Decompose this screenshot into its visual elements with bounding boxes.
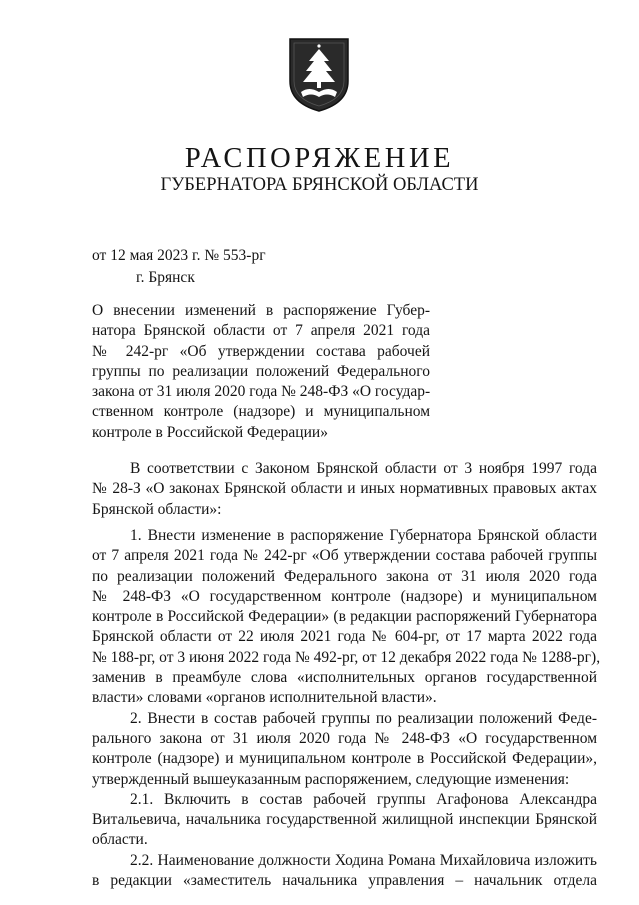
document-subject (92, 301, 430, 443)
item-2-1-line: области. (92, 831, 148, 849)
item-2-2-line: 2.2. Наименование должности Ходина Романа Михайловича изложить (130, 851, 597, 869)
item-2-line: утвержденный вышеуказанным распоряжением, следующие изменения: (92, 770, 570, 788)
item-2-line: 2. Внести в состав рабочей группы по реализации положений Феде- (130, 709, 597, 727)
document-title: РАСПОРЯЖЕНИЕ (184, 143, 455, 174)
item-1-line: Брянской области от 22 июля 2021 года № 604-рг, от 17 марта 2022 года (92, 628, 597, 646)
item-2-1-line: 2.1. Включить в состав рабочей группы Агафонова Александра (130, 790, 597, 808)
item-1-line: контроле в Российской Федерации» (в редакции распоряжений Губернатора (92, 608, 597, 626)
document-subtitle: ГУБЕРНАТОРА БРЯНСКОЙ ОБЛАСТИ (160, 175, 479, 195)
subject-line: контроле в Российской Федерации» (92, 423, 328, 441)
body-line: В соответствии с Законом Брянской области от 3 ноября 1997 года (130, 460, 597, 477)
body-line: Брянской области»: (92, 500, 222, 518)
item-1-line: от 7 апреля 2021 года № 242-рг «Об утверждении состава рабочей группы (92, 547, 597, 565)
item-1-line: № 188-рг, от 3 июня 2022 года № 492-рг, от 12 декабря 2022 года № 1288-рг), (92, 648, 601, 666)
item-2-line: рального закона от 31 июля 2020 года № 248-ФЗ «О государственном (92, 729, 597, 747)
resolution-items (92, 526, 601, 891)
subject-line: натора Брянской области от 7 апреля 2021 года (92, 322, 430, 340)
body-line: № 28-З «О законах Брянской области и иных нормативных правовых актах (92, 480, 597, 498)
item-1-line: заменив в преамбуле слова «исполнительных органов государственной (92, 669, 597, 687)
item-2-2-line: в редакции «заместитель начальника управления – начальник отдела (92, 872, 597, 890)
item-2-1-line: Витальевича, начальника государственной жилищной инспекции Брянской (92, 811, 597, 829)
subject-line: группы по реализации положений Федерального (92, 362, 430, 380)
document-date-number: от 12 мая 2023 г. № 553-рг (92, 247, 266, 264)
item-1-line: 1. Внести изменение в распоряжение Губернатора Брянской области (130, 527, 597, 544)
item-1-line: № 248-ФЗ «О государственном контроле (надзоре) и муниципальном (92, 587, 597, 605)
bryansk-coat-of-arms-icon (287, 37, 351, 113)
preamble-paragraph (92, 459, 597, 520)
subject-line: закона от 31 июля 2020 года № 248-ФЗ «О государ- (92, 383, 431, 401)
item-1-line: по реализации положений Федерального закона от 31 июля 2020 года (92, 567, 597, 585)
subject-line: О внесении изменений в распоряжение Губер- (92, 302, 430, 319)
item-2-line: контроле (надзоре) и муниципальном контроле в Российской Федерации», (92, 750, 597, 768)
subject-line: ственном контроле (надзоре) и муниципальном (92, 403, 430, 421)
item-1-line: власти» словами «органов исполнительной власти». (92, 689, 437, 707)
document-city: г. Брянск (136, 269, 195, 286)
subject-line: № 242-рг «Об утверждении состава рабочей (92, 342, 430, 360)
